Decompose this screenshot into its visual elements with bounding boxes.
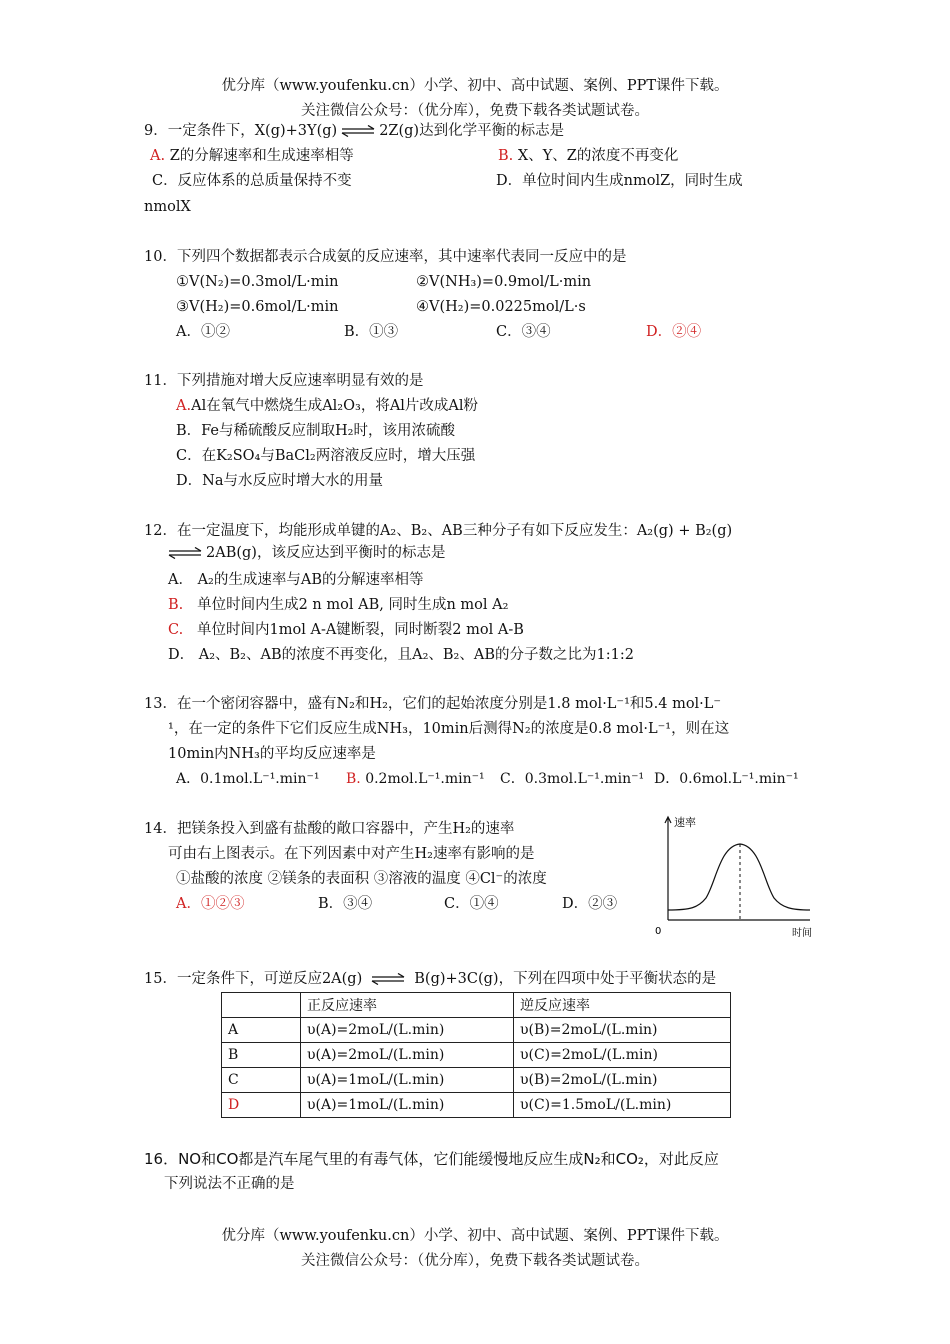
q11-option-d: D．Na与水反应时增大水的用量 — [176, 473, 383, 489]
graph-ylabel: 速率 — [674, 816, 696, 829]
q10-option-d: D．②④ — [646, 324, 702, 340]
header-line-2: 关注微信公众号：（优分库），免费下载各类试题试卷。 — [301, 103, 649, 119]
q12-option-b — [168, 595, 508, 615]
q10-rate-2: ②V(NH₃)=0.9mol/L·min — [416, 274, 592, 290]
q16-line-2: 下列说法不正确的是 — [164, 1176, 295, 1192]
q13-line-1: 13．在一个密闭容器中，盛有N₂和H₂，它们的起始浓度分别是1.8 mol·L⁻¹和5.4 mol·L⁻ — [144, 696, 722, 712]
q10-rate-4: ④V(H₂)=0.0225mol/L·s — [416, 299, 586, 315]
footer-line-2: 关注微信公众号：（优分库），免费下载各类试题试卷。 — [301, 1253, 649, 1269]
q9-b-letter: B. — [498, 148, 514, 164]
q9-b-text: X、Y、Z的浓度不再变化 — [517, 148, 679, 164]
table-header-cell: 逆反应速率 — [514, 993, 731, 1018]
table-cell: A — [222, 1018, 301, 1043]
table-cell: υ(C)=2moL/(L.min) — [514, 1043, 731, 1068]
q14-line-1: 14．把镁条投入到盛有盐酸的敞口容器中，产生H₂的速率 — [144, 821, 515, 837]
q10-stem: 10．下列四个数据都表示合成氨的反应速率，其中速率代表同一反应中的是 — [144, 249, 627, 265]
graph-origin: 0 — [655, 926, 662, 937]
table-cell: C — [222, 1068, 301, 1093]
table-cell: υ(A)=2moL/(L.min) — [301, 1043, 514, 1068]
q12-option-c — [168, 620, 524, 640]
q15-stem-post: B(g)+3C(g)，下列在四项中处于平衡状态的是 — [414, 971, 717, 987]
q11-a-letter: A. — [176, 398, 192, 414]
q10-option-b: B．①③ — [344, 324, 399, 340]
graph-xlabel: 时间 — [792, 928, 812, 939]
q14-option-c: C．①④ — [444, 896, 499, 912]
q9-option-a — [150, 146, 354, 166]
q12-stem-text: 2AB(g)，该反应达到平衡时的标志是 — [206, 545, 446, 561]
table-cell: υ(B)=2moL/(L.min) — [514, 1018, 731, 1043]
table-cell: D — [222, 1093, 301, 1118]
q9-a-text: Z的分解速率和生成速率相等 — [169, 148, 354, 164]
q10-option-c: C．③④ — [496, 324, 551, 340]
q9-option-d-cont: nmolX — [144, 199, 191, 215]
table-header-cell — [222, 993, 301, 1018]
q13-option-c: C．0.3mol.L⁻¹.min⁻¹ — [500, 771, 645, 787]
q12-c-letter: C. — [168, 622, 184, 638]
table-cell: υ(A)=1moL/(L.min) — [301, 1068, 514, 1093]
table-row — [222, 1043, 731, 1068]
equilibrium-arrow-icon — [366, 973, 410, 985]
q13-line-2: ¹，在一定的条件下它们反应生成NH₃，10min后测得N₂的浓度是0.8 mol·L⁻¹，则在这 — [168, 721, 730, 737]
q12-stem-line-2 — [168, 543, 445, 563]
table-cell: υ(C)=1.5moL/(L.min) — [514, 1093, 731, 1118]
q9-option-b — [498, 146, 678, 166]
q15-stem — [144, 969, 716, 989]
q16-line-1: 16．NO和CO都是汽车尾气里的有毒气体，它们能缓慢地反应生成N₂和CO₂，对此反应 — [144, 1150, 719, 1168]
q14-option-d: D．②③ — [562, 896, 618, 912]
equilibrium-arrow-icon — [168, 547, 202, 559]
q12-b-text: 单位时间内生成2 n mol AB, 同时生成n mol A₂ — [197, 597, 509, 613]
q13-option-d: D．0.6mol.L⁻¹.min⁻¹ — [654, 771, 799, 787]
q13-line-3: 10min内NH₃的平均反应速率是 — [168, 746, 376, 762]
table-row — [222, 1093, 731, 1118]
q9-a-letter: A. — [150, 148, 166, 164]
table-header-row — [222, 993, 731, 1018]
q13-b-letter: B. — [346, 771, 361, 787]
q9-option-d: D．单位时间内生成nmolZ，同时生成 — [496, 173, 743, 189]
q11-option-a — [176, 396, 478, 416]
q13-option-b — [346, 769, 485, 789]
q9-stem-pre: 9．一定条件下，X(g)+3Y(g) — [144, 123, 338, 139]
q10-rate-1: ①V(N₂)=0.3mol/L·min — [176, 274, 339, 290]
header-line-1: 优分库（www.youfenku.cn）小学、初中、高中试题、案例、PPT课件下载。 — [221, 78, 729, 94]
q12-b-letter: B. — [168, 597, 184, 613]
q9-stem-post: 2Z(g)达到化学平衡的标志是 — [379, 123, 565, 139]
q13-option-a: A．0.1mol.L⁻¹.min⁻¹ — [176, 771, 320, 787]
q13-b-text: 0.2mol.L⁻¹.min⁻¹ — [365, 771, 485, 787]
q15-rate-table — [221, 992, 731, 1118]
equilibrium-arrow-icon — [341, 125, 375, 137]
q14-factors: ①盐酸的浓度 ②镁条的表面积 ③溶液的温度 ④Cl⁻的浓度 — [176, 871, 547, 887]
q14-line-2: 可由右上图表示。在下列因素中对产生H₂速率有影响的是 — [168, 846, 535, 862]
q11-option-b: B．Fe与稀硫酸反应制取H₂时，该用浓硫酸 — [176, 423, 455, 439]
table-cell: B — [222, 1043, 301, 1068]
q14-option-b: B．③④ — [318, 896, 373, 912]
footer-line-1: 优分库（www.youfenku.cn）小学、初中、高中试题、案例、PPT课件下载。 — [221, 1228, 729, 1244]
q11-stem: 11．下列措施对增大反应速率明显有效的是 — [144, 373, 424, 389]
q15-stem-pre: 15．一定条件下，可逆反应2A(g) — [144, 971, 363, 987]
table-cell: υ(A)=2moL/(L.min) — [301, 1018, 514, 1043]
q12-stem-line-1: 12．在一定温度下，均能形成单键的A₂、B₂、AB三种分子有如下反应发生：A₂(g) + B₂(g) — [144, 523, 733, 539]
q11-a-text: Al在氧气中燃烧生成Al₂O₃，将Al片改成Al粉 — [191, 398, 479, 414]
q14-rate-time-graph — [650, 812, 820, 942]
q10-option-a: A．①② — [176, 324, 230, 340]
table-header-cell: 正反应速率 — [301, 993, 514, 1018]
q9-option-c: C．反应体系的总质量保持不变 — [152, 173, 352, 189]
q10-rate-3: ③V(H₂)=0.6mol/L·min — [176, 299, 339, 315]
table-cell: υ(A)=1moL/(L.min) — [301, 1093, 514, 1118]
q9-stem — [144, 121, 564, 141]
graph-rate-curve — [668, 844, 810, 910]
table-row — [222, 1068, 731, 1093]
q12-option-d: D． A₂、B₂、AB的浓度不再变化，且A₂、B₂、AB的分子数之比为1:1:2 — [168, 647, 634, 663]
q12-option-a: A． A₂的生成速率与AB的分解速率相等 — [168, 572, 424, 588]
q14-option-a: A．①②③ — [176, 896, 245, 912]
q11-option-c: C．在K₂SO₄与BaCl₂两溶液反应时，增大压强 — [176, 448, 476, 464]
q12-c-text: 单位时间内1mol A-A键断裂，同时断裂2 mol A-B — [197, 622, 524, 638]
table-cell: υ(B)=2moL/(L.min) — [514, 1068, 731, 1093]
table-row — [222, 1018, 731, 1043]
